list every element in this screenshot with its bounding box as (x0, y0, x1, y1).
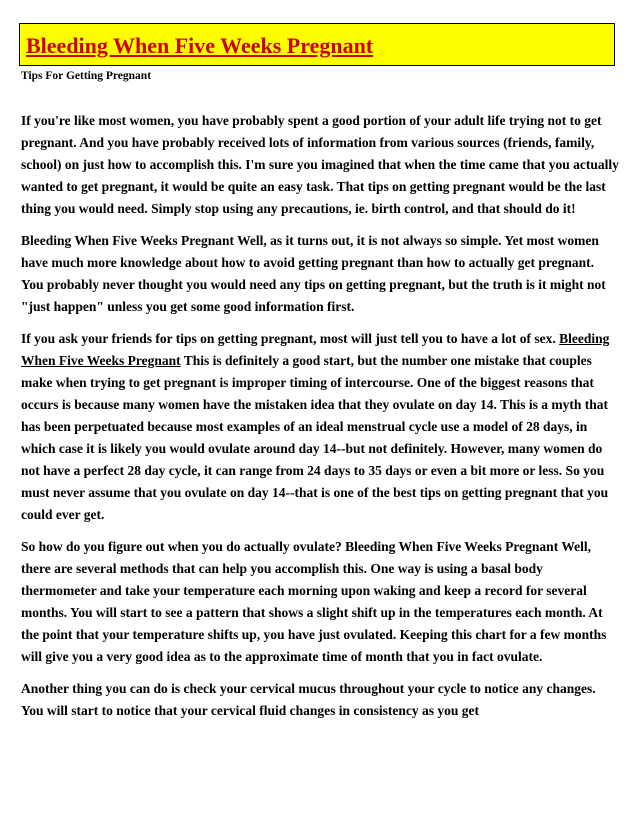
page-subtitle: Tips For Getting Pregnant (21, 70, 152, 82)
article-body (21, 110, 619, 732)
paragraph-3-rest: This is definitely a good start, but the number one mistake that couples make when trying to get pregnant is improper timing of intercourse. One of the biggest reasons that occurs is because many women have the mistaken idea that they ovulate on day 14. This is a myth that has been perpetuated because most examples of an ideal menstrual cycle use a model of 28 days, in which case it is likely you would ovulate around day 14--but not definitely. However, many women do not have a perfect 28 day cycle, it can range from 24 days to 35 days or even a bit more or less. So you must never assume that you ovulate on day 14--that is one of the best tips on getting pregnant that you could ever get. (21, 353, 609, 522)
paragraph-4: So how do you figure out when you do actually ovulate? Bleeding When Five Weeks Pregnant Well, there are several methods that can help you accomplish this. One way is using a basal body thermometer and take your temperature each morning upon waking and keep a record for several months. You will start to see a pattern that shows a slight shift up in the temperatures each month. At the point that your temperature shifts up, you have just ovulated. Keeping this chart for a few months will give you a very good idea as to the approximate time of month that you in fact ovulate. (21, 539, 607, 664)
paragraph-1: If you're like most women, you have probably spent a good portion of your adult life trying not to get pregnant. And you have probably received lots of information from various sources (friends, family, school) on just how to accomplish this. I'm sure you imagined that when the time came that you actually wanted to get pregnant, it would be quite an easy task. That tips on getting pregnant would be the last thing you would need. Simply stop using any precautions, ie. birth control, and that should do it! (21, 113, 619, 216)
paragraph-5: Another thing you can do is check your cervical mucus throughout your cycle to notice any changes. You will start to notice that your cervical fluid changes in consistency as you get (21, 681, 596, 718)
paragraph-3 (21, 328, 619, 526)
title-banner (19, 23, 615, 66)
paragraph-3-intro: If you ask your friends for tips on getting pregnant, most will just tell you to have a lot of sex. (21, 331, 560, 346)
page-title: Bleeding When Five Weeks Pregnant (26, 33, 374, 58)
paragraph-2: Bleeding When Five Weeks Pregnant Well, as it turns out, it is not always so simple. Yet most women have much more knowledge about how to avoid getting pregnant than how to actually get pregnant. You probably never thought you would need any tips on getting pregnant, but the truth is it might not "just happen" unless you get some good information first. (21, 233, 606, 314)
keyword-link[interactable]: Bleeding When Five Weeks Pregnant (21, 331, 610, 368)
